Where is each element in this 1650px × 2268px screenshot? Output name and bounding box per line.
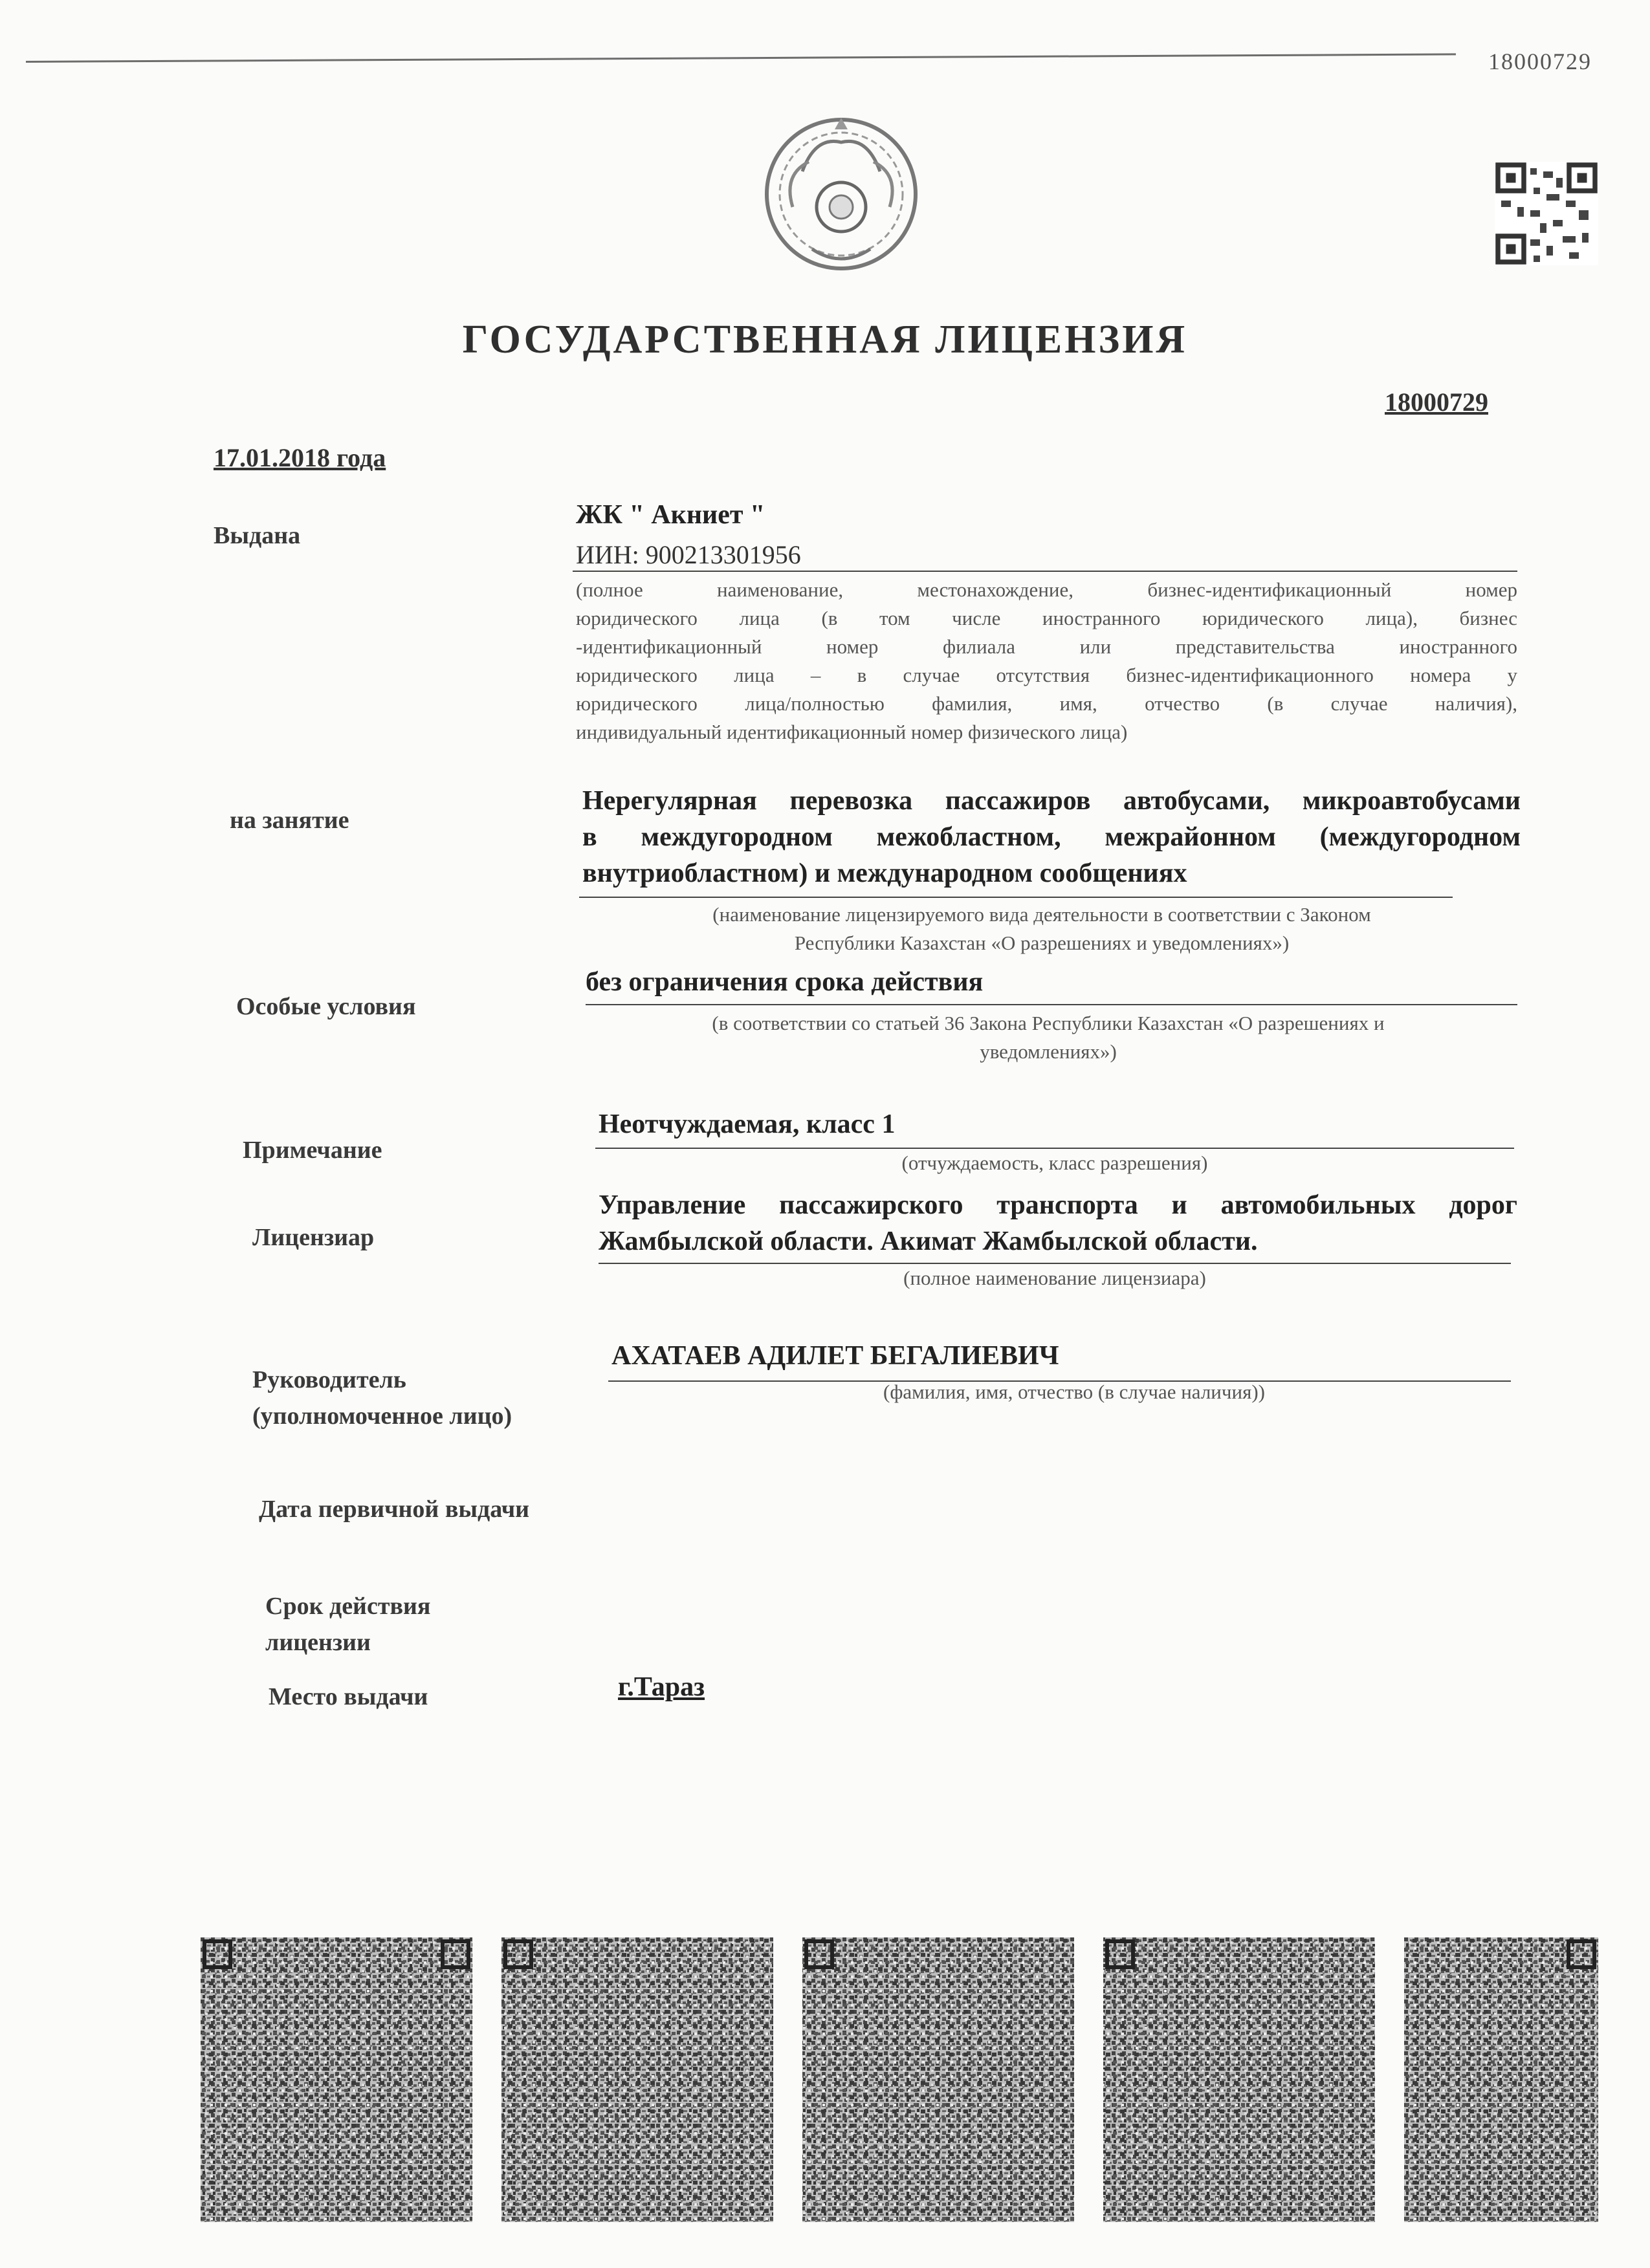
note-value: Неотчуждаемая, класс 1 <box>599 1109 896 1139</box>
head-label: Руководитель (уполномоченное лицо) <box>252 1366 512 1430</box>
top-rule <box>26 53 1456 63</box>
license-number: 18000729 <box>1385 387 1488 417</box>
special-conditions-underline <box>586 1004 1517 1005</box>
special-conditions-value: без ограничения срока действия <box>586 967 984 997</box>
note-label: Примечание <box>243 1137 382 1164</box>
licensor-value: Управление пассажирского транспорта и автомобильных дорог Жамбылской области. Акимат Жамбылской области. <box>599 1190 1517 1256</box>
head-hint: (фамилия, имя, отчество (в случае наличия)) <box>883 1380 1265 1403</box>
place-value: г.Тараз <box>618 1672 705 1702</box>
licensee-hint: (полное наименование, местонахождение, бизнес-идентификационный номер юридического лица (в том числе иностранного юридического лица), бизнес -идентификационный номер филиала или представительства иностранного юридического лица – в случае отсутствия бизнес-идентификационного номера у юридического лица/полностью фамилия, имя, отчество (в случае наличия), индивидуальный идентификационный номер физического лица) <box>576 578 1517 743</box>
activity-underline <box>579 897 1453 898</box>
special-conditions-hint: (в соответствии со статьей 36 Закона Республики Казахстан «О разрешениях и уведомлениях») <box>712 1012 1385 1063</box>
qr-block-1 <box>201 1937 472 2222</box>
issued-to-label: Выдана <box>214 522 301 549</box>
qr-code-top <box>1495 162 1598 265</box>
activity-value: Нерегулярная перевозка пассажиров автобусами, микроавтобусами в междугородном межобластном, межрайонном (междугородном внутриобластном) и международном сообщениях <box>582 786 1521 888</box>
licensor-label: Лицензиар <box>252 1224 375 1251</box>
special-conditions-label: Особые условия <box>236 993 416 1020</box>
qr-block-3 <box>802 1937 1074 2222</box>
qr-block-2 <box>501 1937 773 2222</box>
place-label: Место выдачи <box>269 1683 428 1710</box>
qr-block-4 <box>1103 1937 1375 2222</box>
issue-date: 17.01.2018 года <box>214 443 386 472</box>
licensor-hint: (полное наименование лицензиара) <box>903 1267 1206 1289</box>
licensee-iin: ИИН: 900213301956 <box>576 540 801 569</box>
activity-hint: (наименование лицензируемого вида деятельности в соответствии с Законом Республики Казахстан «О разрешениях и уведомлениях») <box>712 903 1371 954</box>
note-hint: (отчуждаемость, класс разрешения) <box>901 1151 1208 1174</box>
head-name: АХАТАЕВ АДИЛЕТ БЕГАЛИЕВИЧ <box>611 1341 1059 1371</box>
qr-code-strip-end <box>1404 1937 1598 2222</box>
top-document-number: 18000729 <box>1488 49 1592 74</box>
activity-label: на занятие <box>230 807 349 834</box>
licensee-name: ЖК " Акниет " <box>576 500 765 530</box>
licensee-underline <box>573 571 1517 572</box>
first-issue-label: Дата первичной выдачи <box>259 1496 530 1523</box>
state-emblem-icon <box>757 110 925 278</box>
validity-label: Срок действия лицензии <box>265 1593 431 1656</box>
document-title: ГОСУДАРСТВЕННАЯ ЛИЦЕНЗИЯ <box>462 318 1188 362</box>
qr-code-strip <box>201 1937 1495 2222</box>
